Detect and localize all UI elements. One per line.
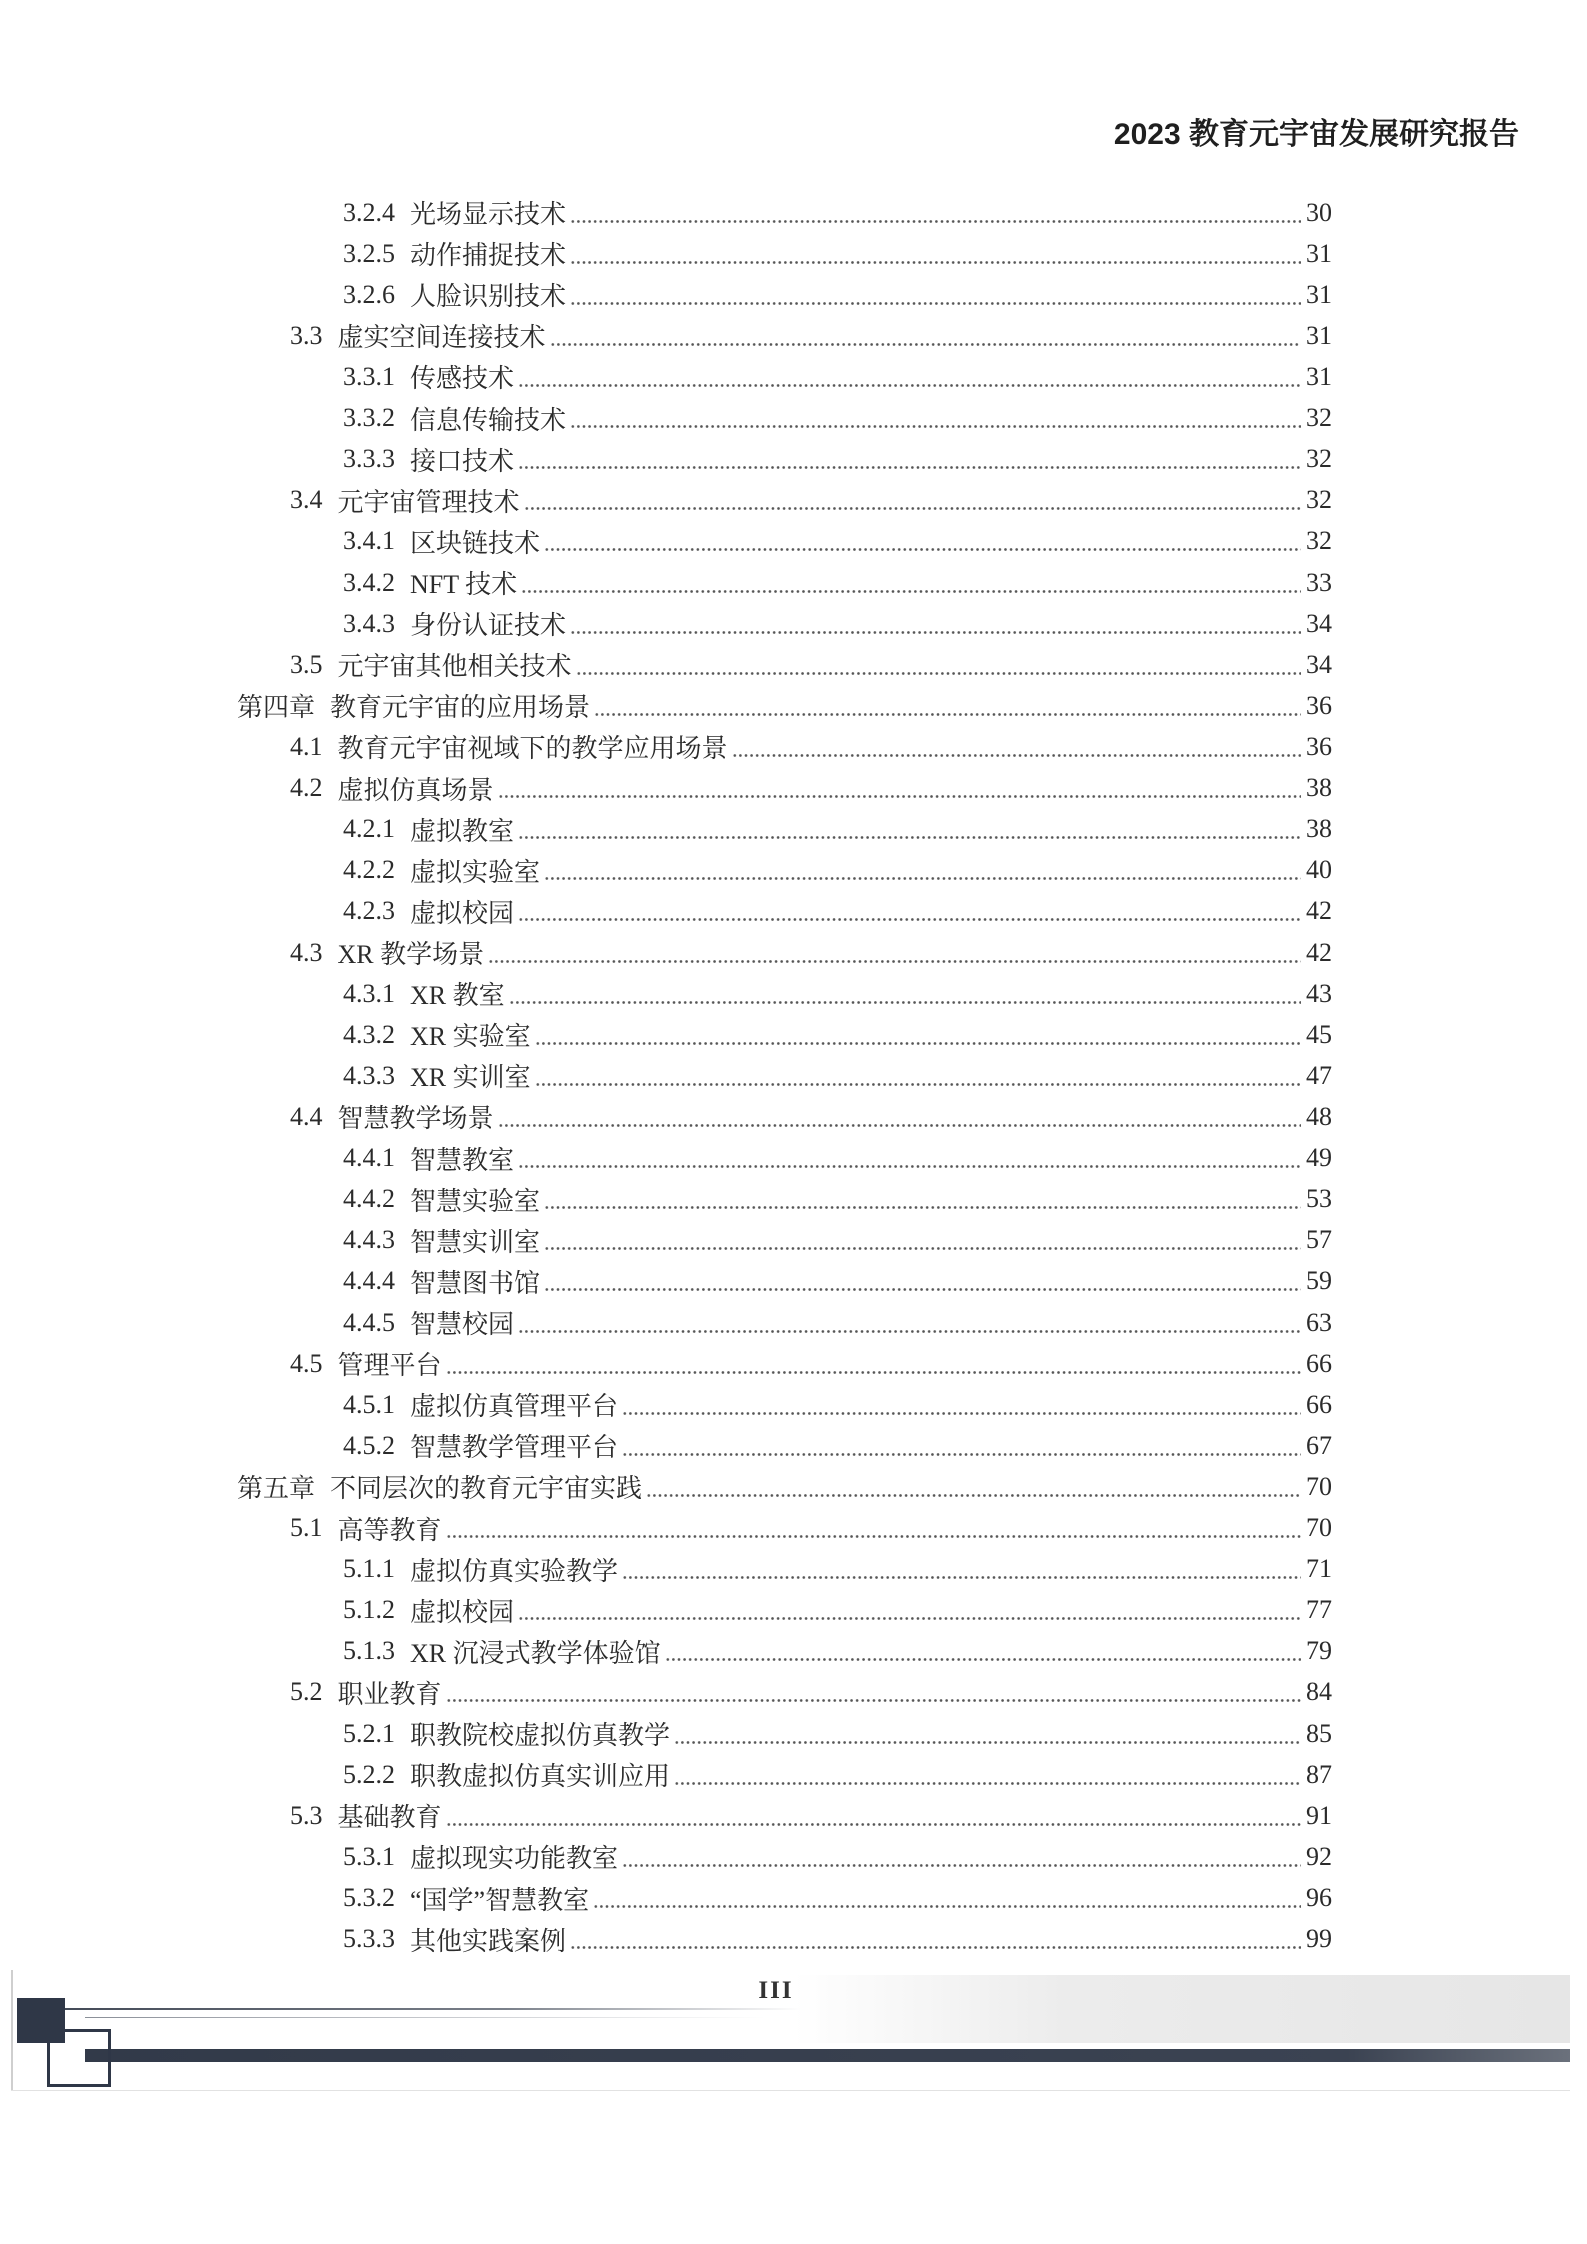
toc-entry[interactable] <box>237 932 1332 973</box>
toc-entry[interactable] <box>237 439 1332 480</box>
toc-entry-page: 59 <box>1306 1266 1332 1296</box>
toc-entry-title: XR 教学场景 <box>337 940 485 970</box>
toc-entry-page: 99 <box>1306 1924 1332 1954</box>
dot-leader <box>521 572 1301 594</box>
toc-entry-page: 34 <box>1306 608 1332 638</box>
toc-entry[interactable] <box>237 891 1332 932</box>
dot-leader <box>544 859 1301 881</box>
dot-leader <box>646 1476 1301 1498</box>
toc-entry-title: 传感技术 <box>410 364 515 394</box>
toc-entry-page: 32 <box>1306 526 1332 556</box>
toc-entry-title: 职教院校虚拟仿真教学 <box>410 1721 671 1751</box>
toc-entry-number: 3.4 <box>290 485 323 515</box>
toc-chapter-entry[interactable] <box>237 1466 1332 1507</box>
toc-entry[interactable] <box>237 1877 1332 1918</box>
dot-leader <box>622 1846 1301 1868</box>
toc-entry-number: 4.4 <box>290 1101 323 1131</box>
toc-entry-title: XR 实验室 <box>410 1022 531 1052</box>
toc-entry[interactable] <box>237 603 1332 644</box>
toc-entry[interactable] <box>237 315 1332 356</box>
toc-entry-page: 92 <box>1306 1841 1332 1871</box>
toc-entry-page: 70 <box>1306 1513 1332 1543</box>
toc-entry-page: 48 <box>1306 1101 1332 1131</box>
footer-outline-square-ornament <box>47 2029 111 2087</box>
toc-entry-title: 动作捕捉技术 <box>410 241 567 271</box>
toc-entry-title: 接口技术 <box>410 446 515 476</box>
toc-entry-number: 3.4.3 <box>343 608 395 638</box>
toc-entry-page: 96 <box>1306 1883 1332 1913</box>
dot-leader <box>732 736 1301 758</box>
toc-entry-title: 虚拟仿真场景 <box>337 775 494 805</box>
toc-entry-number: 第四章 <box>237 693 316 723</box>
toc-entry[interactable] <box>237 1261 1332 1302</box>
dot-leader <box>544 530 1301 552</box>
toc-entry-title: 虚实空间连接技术 <box>337 323 546 353</box>
toc-entry-title: 元宇宙其他相关技术 <box>337 652 572 682</box>
toc-entry-page: 30 <box>1306 197 1332 227</box>
toc-entry-title: 其他实践案例 <box>410 1926 567 1956</box>
toc-entry-number: 3.3.2 <box>343 403 395 433</box>
toc-entry[interactable] <box>237 1055 1332 1096</box>
toc-entry-number: 4.2.3 <box>343 896 395 926</box>
toc-entry[interactable] <box>237 850 1332 891</box>
footer-thin-rule <box>65 2008 800 2010</box>
toc-entry[interactable] <box>237 1590 1332 1631</box>
dot-leader <box>622 1435 1301 1457</box>
toc-entry-page: 38 <box>1306 814 1332 844</box>
dot-leader <box>446 1353 1301 1375</box>
toc-entry-number: 5.1.3 <box>343 1636 395 1666</box>
toc-entry-number: 4.3.2 <box>343 1019 395 1049</box>
toc-entry[interactable] <box>237 1014 1332 1055</box>
toc-entry-number: 5.3 <box>290 1800 323 1830</box>
toc-entry-title: 区块链技术 <box>410 528 541 558</box>
dot-leader <box>674 1764 1301 1786</box>
toc-entry-page: 77 <box>1306 1595 1332 1625</box>
toc-entry-page: 47 <box>1306 1060 1332 1090</box>
toc-entry-number: 4.5.1 <box>343 1389 395 1419</box>
dot-leader <box>544 1229 1301 1251</box>
toc-entry-number: 4.2.2 <box>343 855 395 885</box>
toc-entry[interactable] <box>237 768 1332 809</box>
toc-entry[interactable] <box>237 1549 1332 1590</box>
dot-leader <box>570 284 1301 306</box>
toc-entry-title: XR 沉浸式教学体验馆 <box>410 1638 661 1668</box>
toc-entry-page: 31 <box>1306 279 1332 309</box>
toc-entry-page: 32 <box>1306 444 1332 474</box>
toc-entry-number: 3.5 <box>290 649 323 679</box>
toc-entry-number: 5.3.3 <box>343 1924 395 1954</box>
toc-entry[interactable] <box>237 521 1332 562</box>
dot-leader <box>544 1270 1301 1292</box>
toc-entry[interactable] <box>237 562 1332 603</box>
toc-entry[interactable] <box>237 726 1332 767</box>
dot-leader <box>509 983 1301 1005</box>
toc-entry-page: 91 <box>1306 1800 1332 1830</box>
toc-entry[interactable] <box>237 1836 1332 1877</box>
toc-entry[interactable] <box>237 1384 1332 1425</box>
toc-entry-number: 5.1 <box>290 1513 323 1543</box>
toc-entry-page: 79 <box>1306 1636 1332 1666</box>
dot-leader <box>594 695 1301 717</box>
toc-entry-page: 42 <box>1306 896 1332 926</box>
toc-entry[interactable] <box>237 480 1332 521</box>
toc-entry-number: 4.5 <box>290 1348 323 1378</box>
toc-entry-number: 5.1.2 <box>343 1595 395 1625</box>
dot-leader <box>570 613 1301 635</box>
toc-entry-number: 4.3.3 <box>343 1060 395 1090</box>
toc-entry[interactable] <box>237 1919 1332 1960</box>
toc-entry[interactable] <box>237 1508 1332 1549</box>
toc-entry-page: 45 <box>1306 1019 1332 1049</box>
toc-entry[interactable] <box>237 398 1332 439</box>
toc-entry-page: 70 <box>1306 1471 1332 1501</box>
toc-entry-title: 教育元宇宙的应用场景 <box>330 693 591 723</box>
toc-entry-title: 虚拟实验室 <box>410 857 541 887</box>
dot-leader <box>544 1188 1301 1210</box>
toc-entry-number: 3.3 <box>290 320 323 350</box>
footer-thick-bar <box>85 2049 1570 2062</box>
toc-entry[interactable] <box>237 1631 1332 1672</box>
toc-entry-page: 57 <box>1306 1225 1332 1255</box>
toc-entry[interactable] <box>237 644 1332 685</box>
toc-entry-number: 第五章 <box>237 1474 316 1504</box>
dot-leader <box>518 1147 1301 1169</box>
toc-entry-title: 人脸识别技术 <box>410 282 567 312</box>
toc-entry-title: XR 实训室 <box>410 1063 531 1093</box>
toc-entry-title: 虚拟教室 <box>410 816 515 846</box>
toc-entry[interactable] <box>237 1795 1332 1836</box>
toc-entry-number: 4.1 <box>290 731 323 761</box>
footer-decorative-band <box>794 1975 1570 2043</box>
toc-entry-number: 3.4.2 <box>343 567 395 597</box>
dot-leader <box>518 366 1301 388</box>
toc-entry[interactable] <box>237 1179 1332 1220</box>
toc-entry-page: 67 <box>1306 1430 1332 1460</box>
toc-entry-page: 32 <box>1306 485 1332 515</box>
toc-entry-title: 教育元宇宙视域下的教学应用场景 <box>337 734 728 764</box>
toc-entry-title: 光场显示技术 <box>410 200 567 230</box>
toc-entry-number: 3.2.4 <box>343 197 395 227</box>
toc-entry[interactable] <box>237 1713 1332 1754</box>
dot-leader <box>518 448 1301 470</box>
dot-leader <box>518 818 1301 840</box>
toc-entry-title: 智慧教学场景 <box>337 1104 494 1134</box>
toc-entry-title: “国学”智慧教室 <box>410 1885 590 1915</box>
toc-entry-number: 4.4.4 <box>343 1266 395 1296</box>
toc-entry-page: 66 <box>1306 1348 1332 1378</box>
dot-leader <box>498 1106 1301 1128</box>
footer-bottom-line <box>11 2090 1570 2091</box>
toc-entry-page: 32 <box>1306 403 1332 433</box>
toc-entry-page: 31 <box>1306 320 1332 350</box>
toc-entry-title: 智慧校园 <box>410 1310 515 1339</box>
toc-entry-page: 66 <box>1306 1389 1332 1419</box>
toc-entry-number: 4.5.2 <box>343 1430 395 1460</box>
toc-entry-title: 智慧图书馆 <box>410 1268 541 1298</box>
footer-left-edge-line <box>11 1970 13 2091</box>
toc-entry[interactable] <box>237 973 1332 1014</box>
toc-entry-title: 虚拟校园 <box>410 1597 515 1627</box>
toc-entry-page: 38 <box>1306 773 1332 803</box>
toc-entry-number: 4.4.2 <box>343 1184 395 1214</box>
toc-entry-title: 职业教育 <box>337 1679 442 1709</box>
toc-entry-page: 49 <box>1306 1143 1332 1173</box>
dot-leader <box>524 489 1301 511</box>
dot-leader <box>488 942 1301 964</box>
footer-thin-rule-secondary <box>85 2017 765 2018</box>
toc-entry-page: 31 <box>1306 238 1332 268</box>
toc-entry-page: 36 <box>1306 690 1332 720</box>
toc-entry-title: XR 教室 <box>410 981 505 1011</box>
toc-entry-number: 5.3.2 <box>343 1883 395 1913</box>
toc-entry-title: 不同层次的教育元宇宙实践 <box>330 1474 643 1504</box>
dot-leader <box>446 1805 1301 1827</box>
toc-entry-title: 智慧教学管理平台 <box>410 1433 619 1463</box>
toc-entry-page: 43 <box>1306 978 1332 1008</box>
toc-entry-number: 3.2.5 <box>343 238 395 268</box>
dot-leader <box>518 1599 1301 1621</box>
toc-entry-number: 5.2.2 <box>343 1759 395 1789</box>
toc-entry-page: 85 <box>1306 1718 1332 1748</box>
toc-entry-title: 高等教育 <box>337 1515 442 1545</box>
toc-entry-page: 84 <box>1306 1677 1332 1707</box>
table-of-contents <box>237 192 1332 1960</box>
toc-entry[interactable] <box>237 1754 1332 1795</box>
dot-leader <box>576 654 1301 676</box>
toc-entry-number: 5.1.1 <box>343 1554 395 1584</box>
toc-entry-page: 63 <box>1306 1307 1332 1337</box>
toc-entry-title: 虚拟仿真实验教学 <box>410 1556 619 1586</box>
dot-leader <box>518 900 1301 922</box>
toc-entry-title: 管理平台 <box>337 1351 442 1381</box>
toc-entry-page: 36 <box>1306 731 1332 761</box>
dot-leader <box>570 243 1301 265</box>
dot-leader <box>622 1558 1301 1580</box>
toc-entry-number: 3.3.1 <box>343 361 395 391</box>
toc-entry[interactable] <box>237 1302 1332 1343</box>
dot-leader <box>665 1640 1301 1662</box>
dot-leader <box>550 325 1301 347</box>
toc-entry-number: 4.3.1 <box>343 978 395 1008</box>
toc-entry-page: 53 <box>1306 1184 1332 1214</box>
toc-entry-number: 4.2 <box>290 773 323 803</box>
toc-entry-number: 5.2 <box>290 1677 323 1707</box>
dot-leader <box>593 1887 1301 1909</box>
toc-entry[interactable] <box>237 1138 1332 1179</box>
toc-entry-title: 虚拟现实功能教室 <box>410 1844 619 1874</box>
toc-entry-title: 信息传输技术 <box>410 405 567 435</box>
toc-entry-title: 智慧教室 <box>410 1145 515 1175</box>
toc-entry-page: 42 <box>1306 937 1332 967</box>
toc-entry-number: 5.3.1 <box>343 1841 395 1871</box>
dot-leader <box>570 202 1301 224</box>
toc-entry-title: 职教虚拟仿真实训应用 <box>410 1762 671 1792</box>
toc-entry-title: NFT 技术 <box>410 570 518 600</box>
report-header-title: 2023 教育元宇宙发展研究报告 <box>1113 118 1519 151</box>
toc-entry-title: 智慧实验室 <box>410 1186 541 1216</box>
toc-entry-page: 34 <box>1306 649 1332 679</box>
toc-entry-page: 71 <box>1306 1554 1332 1584</box>
toc-entry-number: 4.3 <box>290 937 323 967</box>
toc-entry-page: 87 <box>1306 1759 1332 1789</box>
toc-entry-page: 33 <box>1306 567 1332 597</box>
toc-entry-page: 31 <box>1306 361 1332 391</box>
dot-leader <box>535 1024 1301 1046</box>
toc-entry[interactable] <box>237 233 1332 274</box>
toc-entry-title: 智慧实训室 <box>410 1227 541 1257</box>
toc-entry-number: 5.2.1 <box>343 1718 395 1748</box>
page-number: III <box>758 1977 794 2004</box>
toc-entry[interactable] <box>237 356 1332 397</box>
toc-entry-title: 虚拟仿真管理平台 <box>410 1392 619 1422</box>
toc-entry-number: 4.2.1 <box>343 814 395 844</box>
toc-entry[interactable] <box>237 1672 1332 1713</box>
toc-entry[interactable] <box>237 1220 1332 1261</box>
dot-leader <box>446 1517 1301 1539</box>
toc-entry-title: 身份认证技术 <box>410 611 567 641</box>
dot-leader <box>518 1312 1301 1334</box>
toc-entry-title: 虚拟校园 <box>410 898 515 928</box>
dot-leader <box>535 1065 1301 1087</box>
toc-entry-title: 基础教育 <box>337 1803 442 1833</box>
toc-entry-number: 4.4.3 <box>343 1225 395 1255</box>
toc-entry[interactable] <box>237 274 1332 315</box>
dot-leader <box>570 407 1301 429</box>
toc-entry[interactable] <box>237 192 1332 233</box>
toc-entry-title: 元宇宙管理技术 <box>337 487 520 517</box>
toc-entry[interactable] <box>237 1425 1332 1466</box>
toc-entry-number: 4.4.1 <box>343 1143 395 1173</box>
toc-entry-number: 3.3.3 <box>343 444 395 474</box>
toc-entry-page: 40 <box>1306 855 1332 885</box>
toc-chapter-entry[interactable] <box>237 685 1332 726</box>
toc-entry-number: 4.4.5 <box>343 1307 395 1337</box>
dot-leader <box>622 1394 1301 1416</box>
toc-entry[interactable] <box>237 1343 1332 1384</box>
toc-entry[interactable] <box>237 809 1332 850</box>
dot-leader <box>674 1723 1301 1745</box>
dot-leader <box>446 1681 1301 1703</box>
toc-entry-number: 3.2.6 <box>343 279 395 309</box>
dot-leader <box>570 1928 1301 1950</box>
toc-entry[interactable] <box>237 1096 1332 1137</box>
toc-entry-number: 3.4.1 <box>343 526 395 556</box>
dot-leader <box>498 777 1301 799</box>
